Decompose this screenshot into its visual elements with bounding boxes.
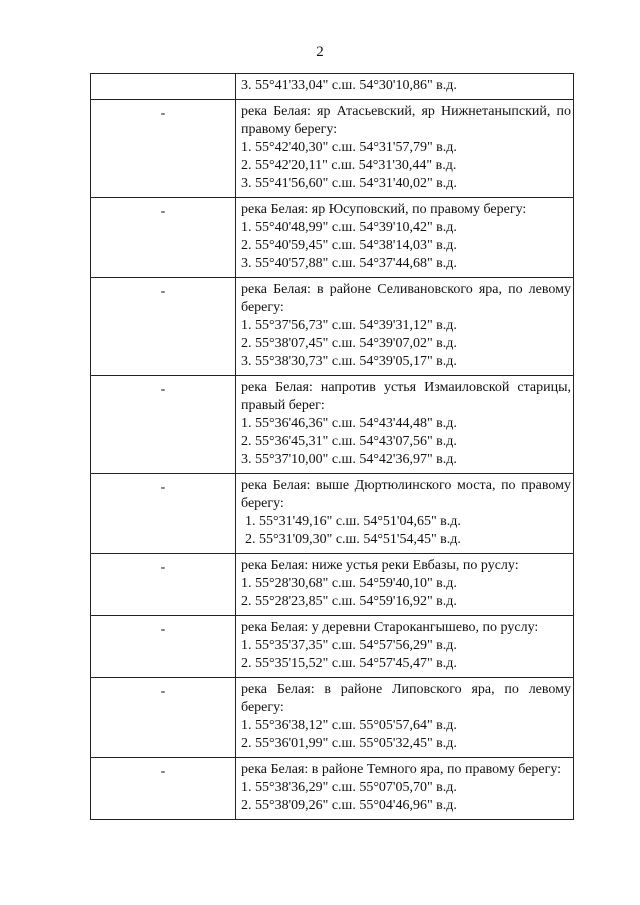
- location-description: река Белая: у деревни Старокангышево, по руслу:: [241, 620, 539, 635]
- table-row: [91, 100, 574, 198]
- dash-cell: [91, 376, 236, 474]
- coordinate-point: 2. 55°42'20,11" с.ш. 54°31'30,44" в.д.: [241, 158, 457, 173]
- dash-cell: [91, 758, 236, 820]
- coordinate-point: 1. 55°31'49,16" с.ш. 54°51'04,65" в.д.: [245, 514, 461, 529]
- coordinate-point: 2. 55°38'09,26" с.ш. 55°04'46,96" в.д.: [241, 798, 457, 813]
- location-description: река Белая: ниже устья реки Евбазы, по руслу:: [241, 558, 519, 573]
- table-row: [91, 198, 574, 278]
- dash-mark: -: [160, 106, 166, 121]
- page-number: 2: [316, 44, 324, 60]
- location-description: река Белая: напротив устья Измаиловской старицы, правый берег:: [241, 380, 571, 413]
- location-description: река Белая: в районе Липовского яра, по левому берегу:: [241, 682, 571, 715]
- location-description: река Белая: в районе Темного яра, по правому берегу:: [241, 762, 562, 777]
- coordinate-point: 2. 55°31'09,30" с.ш. 54°51'54,45" в.д.: [245, 532, 461, 547]
- location-description: река Белая: яр Юсуповский, по правому берегу:: [241, 202, 527, 217]
- coordinate-point: 1. 55°36'46,36" с.ш. 54°43'44,48" в.д.: [241, 416, 457, 431]
- location-cell: [236, 100, 574, 198]
- coordinate-point: 1. 55°35'37,35" с.ш. 54°57'56,29" в.д.: [241, 638, 457, 653]
- table-row: [91, 616, 574, 678]
- coordinate-point: 1. 55°42'40,30" с.ш. 54°31'57,79" в.д.: [241, 140, 457, 155]
- location-cell: [236, 278, 574, 376]
- location-cell: [236, 554, 574, 616]
- coordinate-point: 3. 55°40'57,88" с.ш. 54°37'44,68" в.д.: [241, 256, 457, 271]
- coordinates-table-body: [91, 74, 574, 820]
- coordinate-point: 1. 55°36'38,12" с.ш. 55°05'57,64" в.д.: [241, 718, 457, 733]
- dash-mark: -: [160, 622, 166, 637]
- table-row: [91, 678, 574, 758]
- location-cell: [236, 758, 574, 820]
- coordinate-point: 2. 55°38'07,45" с.ш. 54°39'07,02" в.д.: [241, 336, 457, 351]
- dash-mark: -: [160, 560, 166, 575]
- location-description: река Белая: в районе Селивановского яра, по левому берегу:: [241, 282, 571, 315]
- coordinate-point: 3. 55°38'30,73" с.ш. 54°39'05,17" в.д.: [241, 354, 457, 369]
- dash-cell: [91, 554, 236, 616]
- coordinate-point: 1. 55°38'36,29" с.ш. 55°07'05,70" в.д.: [241, 780, 457, 795]
- table-row: [91, 758, 574, 820]
- location-cell: [236, 74, 574, 100]
- coordinate-point: 2. 55°35'15,52" с.ш. 54°57'45,47" в.д.: [241, 656, 457, 671]
- dash-mark: -: [160, 204, 166, 219]
- dash-mark: -: [160, 684, 166, 699]
- location-cell: [236, 376, 574, 474]
- table-row: [91, 376, 574, 474]
- dash-cell: [91, 678, 236, 758]
- location-description: река Белая: яр Атасьевский, яр Нижнетаныпский, по правому берегу:: [241, 104, 571, 137]
- location-cell: [236, 616, 574, 678]
- location-description: река Белая: выше Дюртюлинского моста, по правому берегу:: [241, 478, 571, 511]
- location-cell: [236, 678, 574, 758]
- dash-cell: [91, 474, 236, 554]
- coordinate-point: 2. 55°36'45,31" с.ш. 54°43'07,56" в.д.: [241, 434, 457, 449]
- table-row: [91, 474, 574, 554]
- location-cell: [236, 198, 574, 278]
- coordinate-point: 3. 55°41'33,04" с.ш. 54°30'10,86" в.д.: [241, 78, 457, 93]
- dash-mark: -: [160, 284, 166, 299]
- dash-mark: -: [160, 764, 166, 779]
- dash-mark: -: [160, 382, 166, 397]
- coordinate-point: 1. 55°28'30,68" с.ш. 54°59'40,10" в.д.: [241, 576, 457, 591]
- coordinate-point: 1. 55°40'48,99" с.ш. 54°39'10,42" в.д.: [241, 220, 457, 235]
- coordinate-point: 2. 55°28'23,85" с.ш. 54°59'16,92" в.д.: [241, 594, 457, 609]
- dash-cell: [91, 616, 236, 678]
- coordinate-point: 3. 55°41'56,60" с.ш. 54°31'40,02" в.д.: [241, 176, 457, 191]
- dash-mark: -: [160, 480, 166, 495]
- dash-cell: [91, 100, 236, 198]
- dash-cell: [91, 74, 236, 100]
- coordinates-table: [90, 73, 574, 820]
- dash-cell: [91, 198, 236, 278]
- table-row: [91, 74, 574, 100]
- table-row: [91, 278, 574, 376]
- coordinate-point: 2. 55°36'01,99" с.ш. 55°05'32,45" в.д.: [241, 736, 457, 751]
- coordinate-point: 3. 55°37'10,00" с.ш. 54°42'36,97" в.д.: [241, 452, 457, 467]
- dash-mark: [91, 74, 235, 79]
- dash-cell: [91, 278, 236, 376]
- location-cell: [236, 474, 574, 554]
- coordinate-point: 1. 55°37'56,73" с.ш. 54°39'31,12" в.д.: [241, 318, 457, 333]
- coordinate-point: 2. 55°40'59,45" с.ш. 54°38'14,03" в.д.: [241, 238, 457, 253]
- table-row: [91, 554, 574, 616]
